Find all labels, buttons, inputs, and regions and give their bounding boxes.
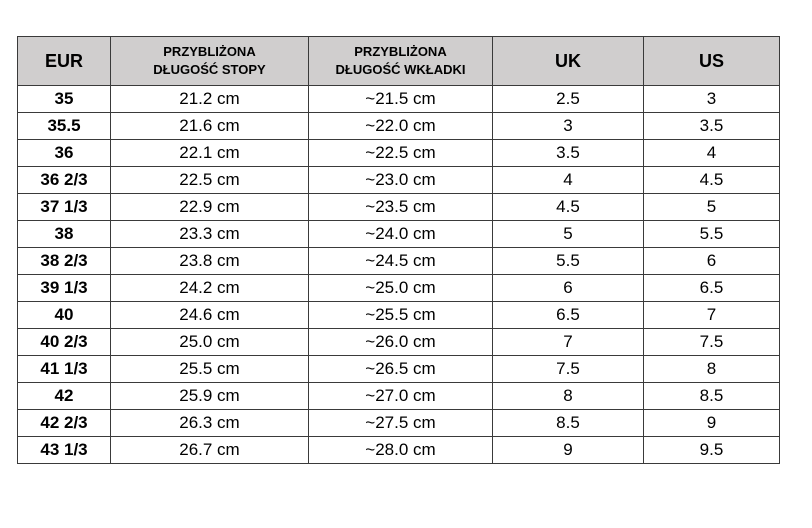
cell-us: 7 <box>644 302 780 329</box>
cell-insole-length: ~23.5 cm <box>309 194 493 221</box>
table-row <box>18 356 780 383</box>
cell-us: 6 <box>644 248 780 275</box>
cell-us: 3 <box>644 86 780 113</box>
cell-insole-length: ~24.0 cm <box>309 221 493 248</box>
cell-foot-length: 25.9 cm <box>111 383 309 410</box>
table-row <box>18 140 780 167</box>
cell-eur: 40 <box>18 302 111 329</box>
cell-uk: 5 <box>493 221 644 248</box>
cell-uk: 7 <box>493 329 644 356</box>
header-insole-length-line-2: DŁUGOŚĆ WKŁADKI <box>335 62 466 77</box>
table-row <box>18 437 780 464</box>
header-foot-length <box>111 37 309 86</box>
cell-eur: 39 1/3 <box>18 275 111 302</box>
header-eur: EUR <box>18 37 111 86</box>
cell-eur: 41 1/3 <box>18 356 111 383</box>
table-header <box>18 37 780 86</box>
cell-eur: 40 2/3 <box>18 329 111 356</box>
cell-uk: 8 <box>493 383 644 410</box>
cell-eur: 36 2/3 <box>18 167 111 194</box>
cell-us: 6.5 <box>644 275 780 302</box>
cell-insole-length: ~26.5 cm <box>309 356 493 383</box>
cell-uk: 6.5 <box>493 302 644 329</box>
cell-eur: 38 2/3 <box>18 248 111 275</box>
header-foot-length-line-2: DŁUGOŚĆ STOPY <box>153 62 266 77</box>
header-insole-length-line-1: PRZYBLIŻONA <box>354 44 447 59</box>
cell-insole-length: ~24.5 cm <box>309 248 493 275</box>
table-row <box>18 248 780 275</box>
table-body <box>18 86 780 464</box>
cell-eur: 36 <box>18 140 111 167</box>
table-row <box>18 329 780 356</box>
table-row <box>18 194 780 221</box>
cell-eur: 42 <box>18 383 111 410</box>
table-row <box>18 113 780 140</box>
cell-uk: 9 <box>493 437 644 464</box>
table-row <box>18 275 780 302</box>
cell-foot-length: 25.0 cm <box>111 329 309 356</box>
cell-us: 9 <box>644 410 780 437</box>
cell-insole-length: ~26.0 cm <box>309 329 493 356</box>
cell-foot-length: 22.9 cm <box>111 194 309 221</box>
cell-us: 7.5 <box>644 329 780 356</box>
cell-foot-length: 23.3 cm <box>111 221 309 248</box>
table-row <box>18 410 780 437</box>
cell-insole-length: ~25.0 cm <box>309 275 493 302</box>
cell-foot-length: 24.6 cm <box>111 302 309 329</box>
cell-insole-length: ~22.5 cm <box>309 140 493 167</box>
cell-us: 8.5 <box>644 383 780 410</box>
cell-insole-length: ~23.0 cm <box>309 167 493 194</box>
cell-uk: 6 <box>493 275 644 302</box>
cell-foot-length: 24.2 cm <box>111 275 309 302</box>
cell-uk: 7.5 <box>493 356 644 383</box>
header-row <box>18 37 780 86</box>
cell-uk: 3 <box>493 113 644 140</box>
cell-foot-length: 21.6 cm <box>111 113 309 140</box>
cell-insole-length: ~22.0 cm <box>309 113 493 140</box>
cell-us: 3.5 <box>644 113 780 140</box>
cell-eur: 35 <box>18 86 111 113</box>
cell-us: 5 <box>644 194 780 221</box>
cell-foot-length: 26.7 cm <box>111 437 309 464</box>
table-row <box>18 383 780 410</box>
cell-us: 4.5 <box>644 167 780 194</box>
cell-insole-length: ~28.0 cm <box>309 437 493 464</box>
cell-eur: 42 2/3 <box>18 410 111 437</box>
size-chart-table <box>17 36 780 464</box>
cell-insole-length: ~21.5 cm <box>309 86 493 113</box>
cell-eur: 37 1/3 <box>18 194 111 221</box>
header-us: US <box>644 37 780 86</box>
cell-us: 9.5 <box>644 437 780 464</box>
table-row <box>18 302 780 329</box>
cell-us: 4 <box>644 140 780 167</box>
cell-eur: 35.5 <box>18 113 111 140</box>
cell-insole-length: ~25.5 cm <box>309 302 493 329</box>
cell-uk: 4.5 <box>493 194 644 221</box>
cell-foot-length: 22.1 cm <box>111 140 309 167</box>
table-row <box>18 221 780 248</box>
cell-foot-length: 21.2 cm <box>111 86 309 113</box>
cell-insole-length: ~27.5 cm <box>309 410 493 437</box>
header-uk: UK <box>493 37 644 86</box>
cell-foot-length: 25.5 cm <box>111 356 309 383</box>
cell-uk: 5.5 <box>493 248 644 275</box>
cell-us: 8 <box>644 356 780 383</box>
cell-uk: 2.5 <box>493 86 644 113</box>
cell-foot-length: 22.5 cm <box>111 167 309 194</box>
cell-uk: 4 <box>493 167 644 194</box>
cell-insole-length: ~27.0 cm <box>309 383 493 410</box>
header-insole-length <box>309 37 493 86</box>
header-foot-length-line-1: PRZYBLIŻONA <box>163 44 256 59</box>
table-row <box>18 167 780 194</box>
cell-eur: 38 <box>18 221 111 248</box>
cell-uk: 8.5 <box>493 410 644 437</box>
cell-eur: 43 1/3 <box>18 437 111 464</box>
cell-us: 5.5 <box>644 221 780 248</box>
cell-foot-length: 26.3 cm <box>111 410 309 437</box>
table-row <box>18 86 780 113</box>
cell-foot-length: 23.8 cm <box>111 248 309 275</box>
cell-uk: 3.5 <box>493 140 644 167</box>
